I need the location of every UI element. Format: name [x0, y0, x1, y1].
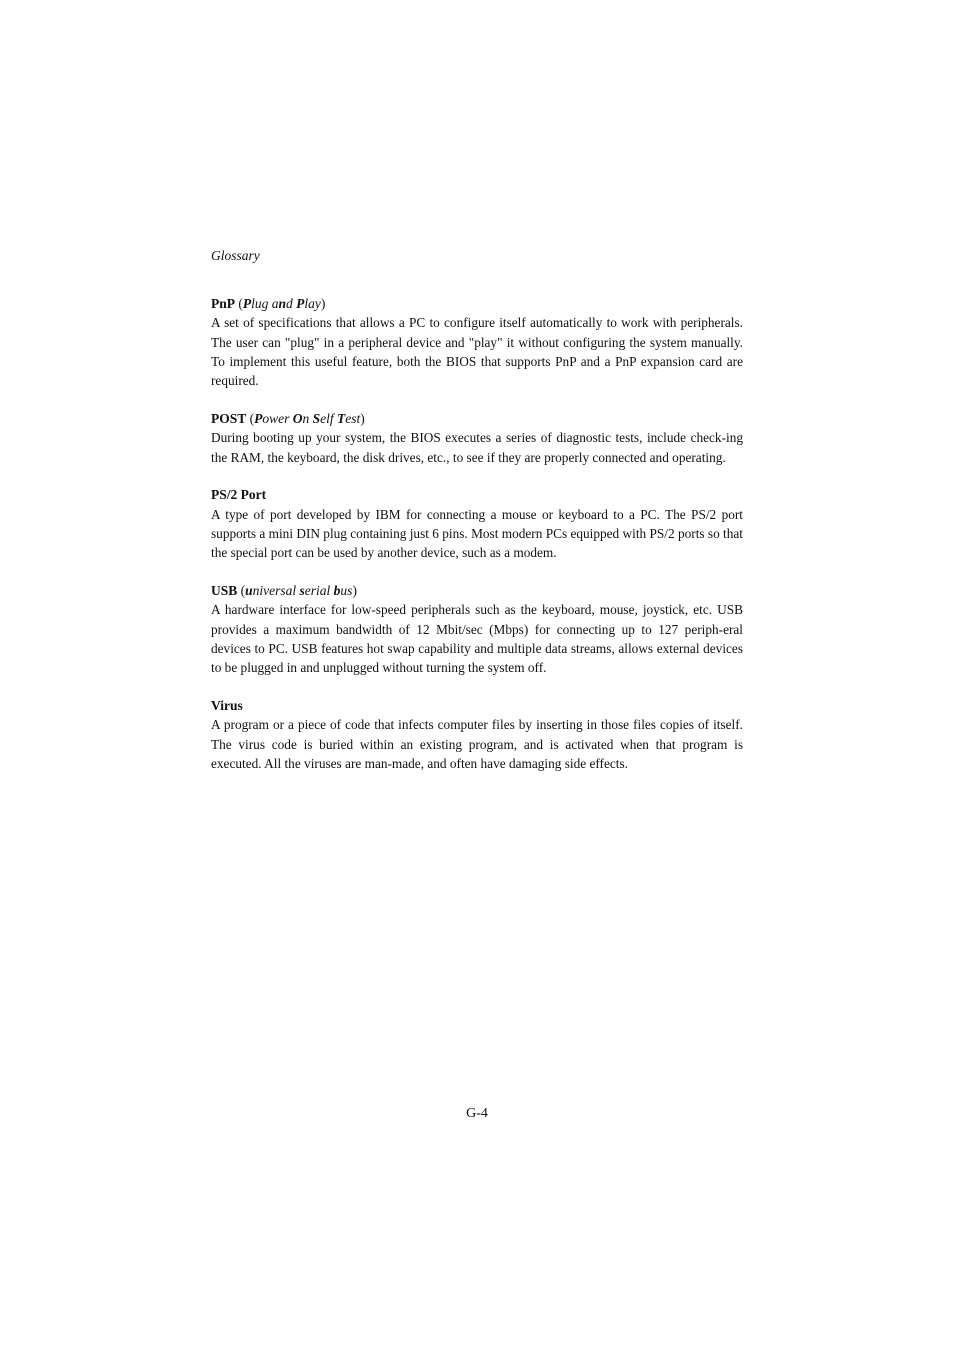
- glossary-term: [211, 696, 743, 715]
- expansion-fragment: P: [296, 296, 305, 311]
- term-name: POST: [211, 410, 247, 426]
- glossary-term: USB (universal serial bus): [211, 583, 357, 599]
- expansion-fragment: P: [242, 296, 252, 311]
- expansion-fragment: est: [345, 410, 361, 426]
- glossary-entry: [211, 409, 743, 467]
- glossary-list: [211, 294, 743, 792]
- term-expansion: [254, 411, 360, 426]
- glossary-term: PnP (Plug and Play): [211, 296, 326, 311]
- running-header: Glossary: [211, 248, 260, 263]
- expansion-fragment: d: [286, 296, 297, 311]
- term-definition: During booting up your system, the BIOS executes a series of diagnostic tests, include check-ing the RAM, the keyboard, the disk drives, etc., to see if they are properly connected and operating.: [211, 430, 743, 465]
- glossary-term: [211, 485, 743, 504]
- term-expansion: [243, 296, 321, 311]
- term-definition: A program or a piece of code that infects computer files by inserting in those files copies of itself. The virus code is buried within an existing program, and is activated when that program is executed. All the viruses are man-made, and often have damaging side effects.: [211, 717, 743, 771]
- glossary-entry: [211, 485, 743, 562]
- expansion-fragment: lug a: [251, 296, 279, 311]
- glossary-entry: [211, 294, 743, 390]
- expansion-fragment: n: [302, 410, 313, 426]
- term-definition: A type of port developed by IBM for connecting a mouse or keyboard to a PC. The PS/2 port supports a mini DIN plug containing just 6 pins. Most modern PCs equipped with PS/2 ports so that the special port can be used by another device, such as a modem.: [211, 506, 743, 561]
- expansion-fragment: u: [245, 583, 253, 599]
- term-name: PnP: [211, 296, 236, 311]
- term-definition: A set of specifications that allows a PC to configure itself automatically to work with peripherals. The user can "plug" in a peripheral device and "play" it without configuring the system manually. To implement this useful feature, both the BIOS that supports PnP and a PnP expansion card are required.: [211, 315, 743, 389]
- expansion-fragment: O: [292, 410, 303, 426]
- term-definition: A hardware interface for low-speed peripherals such as the keyboard, mouse, joystick, etc. USB provides a maximum bandwidth of 12 Mbit/sec (Mbps) for connecting up to 127 periph-eral devices to PC. USB features hot swap capability and multiple data streams, allows external devices to be plugged in and unplugged without turning the system off.: [211, 602, 743, 676]
- term-name: USB: [211, 583, 238, 599]
- glossary-entry: [211, 581, 743, 677]
- expansion-fragment: ower: [262, 410, 293, 426]
- glossary-term: POST (Power On Self Test): [211, 410, 365, 426]
- glossary-entry: [211, 696, 743, 773]
- expansion-fragment: elf: [320, 410, 338, 426]
- expansion-fragment: niversal: [252, 583, 300, 599]
- expansion-fragment: b: [333, 583, 341, 599]
- term-name: Virus: [211, 698, 243, 714]
- expansion-fragment: lay: [304, 296, 321, 311]
- term-expansion: [245, 583, 352, 598]
- term-name: PS/2 Port: [211, 487, 267, 503]
- page-number: G-4: [466, 1106, 488, 1121]
- expansion-fragment: us: [340, 583, 353, 599]
- expansion-fragment: erial: [304, 583, 334, 599]
- expansion-fragment: P: [254, 410, 263, 426]
- expansion-fragment: s: [299, 583, 305, 599]
- expansion-fragment: S: [312, 410, 321, 426]
- expansion-fragment: n: [278, 296, 287, 311]
- expansion-fragment: T: [337, 410, 346, 426]
